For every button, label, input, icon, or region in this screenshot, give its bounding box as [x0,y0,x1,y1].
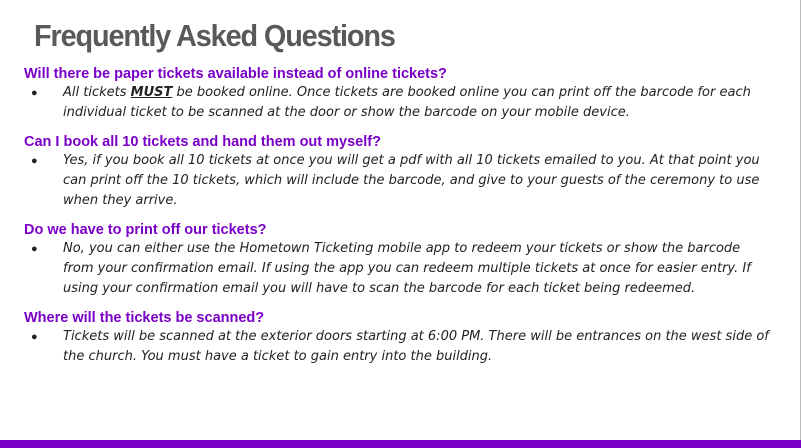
bullet-icon: ● [31,87,38,99]
bullet-icon: ● [31,331,38,343]
faq-answer-text: All tickets MUST be booked online. Once tickets are booked online you can print off the barcode for each individual ticket to be scanned at the door or show the barcode on your mobile device. [63,85,751,120]
faq-question: Can I book all 10 tickets and hand them out myself? [24,134,381,150]
faq-question: Will there be paper tickets available instead of online tickets? [24,66,447,82]
faq-question: Where will the tickets be scanned? [24,310,265,326]
faq-item [24,133,774,211]
bullet-icon: ● [31,155,38,167]
faq-item [24,65,774,123]
bottom-accent-bar [0,440,801,448]
bullet-icon: ● [31,243,38,255]
faq-question: Do we have to print off our tickets? [24,222,267,238]
page-title: Frequently Asked Questions [34,18,395,53]
faq-answer [24,239,774,299]
faq-answer-text: Tickets will be scanned at the exterior doors starting at 6:00 PM. There will be entrances on the west side of the church. You must have a ticket to gain entry into the building. [63,329,769,364]
faq-answer [24,83,774,123]
faq-answer [24,327,774,367]
faq-item [24,221,774,299]
faq-answer-text: Yes, if you book all 10 tickets at once you will get a pdf with all 10 tickets emailed to you. At that point you can print off the 10 tickets, which will include the barcode, and give to your guests of the ceremony to use when they arrive. [63,153,760,208]
faq-answer-text: No, you can either use the Hometown Ticketing mobile app to redeem your tickets or show the barcode from your confirmation email. If using the app you can redeem multiple tickets at once for easier entry. If using your confirmation email you will have to scan the barcode for each ticket being redeemed. [63,241,751,296]
faq-list [24,65,774,377]
emphasis-text: MUST [130,85,173,100]
faq-item [24,309,774,367]
faq-answer [24,151,774,211]
